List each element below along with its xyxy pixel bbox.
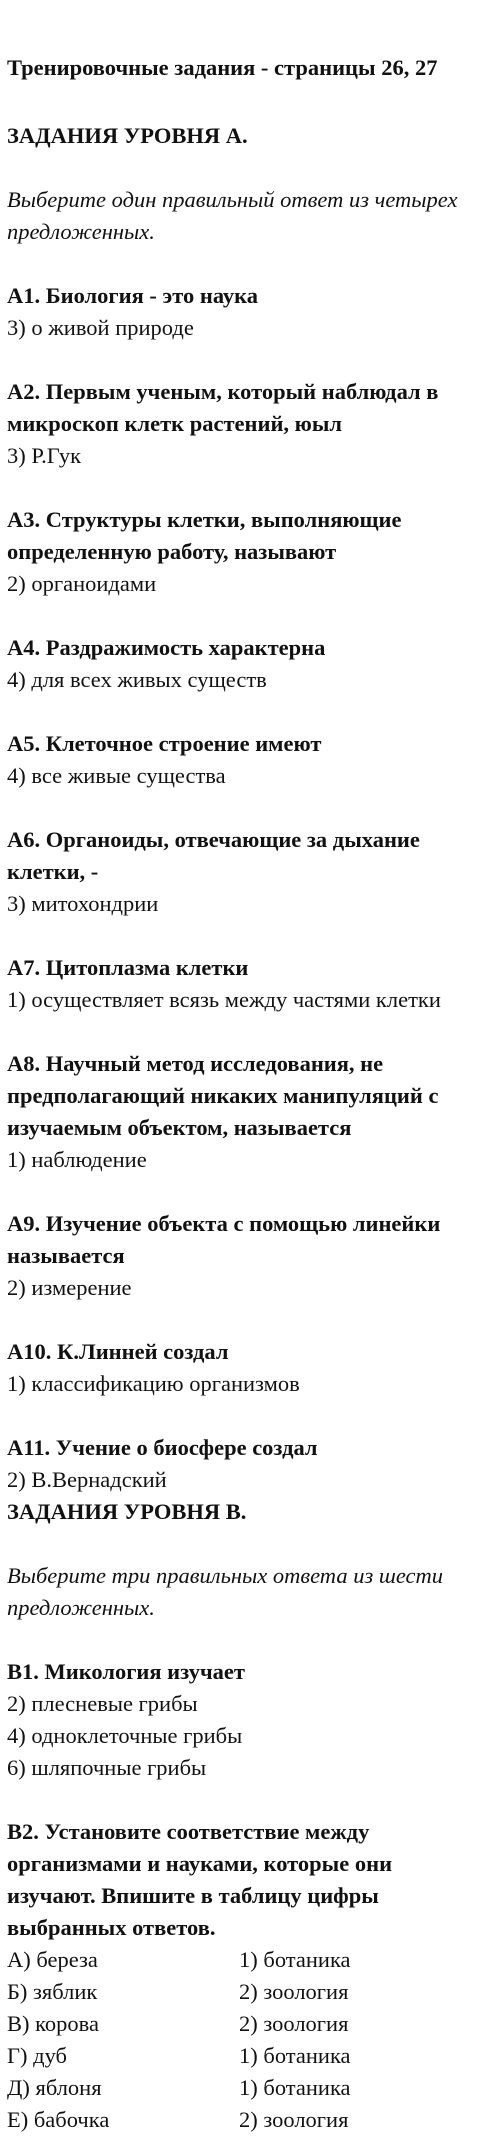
organism-cell: Г) дуб: [7, 2043, 67, 2068]
answer-text: 4) все живые существа: [7, 763, 226, 788]
question-a1: [7, 280, 479, 344]
organism-cell: А) береза: [7, 1947, 98, 1972]
question-a9: [7, 1208, 479, 1304]
level-a-instruction: Выберите один правильный ответ из четырех предложенных.: [7, 187, 458, 244]
answer-text: 3) о живой природе: [7, 315, 194, 340]
answer-text: 1) наблюдение: [7, 1147, 147, 1172]
question-a6: [7, 824, 479, 920]
answer-text: 2) органоидами: [7, 571, 157, 596]
answer-text: 2) плесневые грибы: [7, 1691, 198, 1716]
level-b-heading: ЗАДАНИЯ УРОВНЯ В.: [7, 1499, 247, 1524]
question-b2: [7, 1816, 479, 2136]
question-text: А9. Изучение объекта с помощью линейки называется: [7, 1211, 441, 1268]
page-title: Тренировочные задания - страницы 26, 27: [7, 55, 438, 80]
answer-text: 2) измерение: [7, 1275, 132, 1300]
question-text: А4. Раздражимость характерна: [7, 635, 326, 660]
question-a7: [7, 952, 479, 1016]
question-a5: [7, 728, 479, 792]
organism-cell: В) корова: [7, 2011, 99, 2036]
question-text: В1. Микология изучает: [7, 1659, 245, 1684]
question-b1: [7, 1656, 479, 1784]
level-b-instruction: Выберите три правильных ответа из шести предложенных.: [7, 1563, 444, 1620]
organism-cell: Е) бабочка: [7, 2107, 110, 2132]
answer-text: 3) Р.Гук: [7, 443, 82, 468]
science-cell: 1) ботаника: [239, 2043, 351, 2068]
question-text: А7. Цитоплазма клетки: [7, 955, 249, 980]
organism-cell: Д) яблоня: [7, 2075, 102, 2100]
science-cell: 1) ботаника: [239, 1947, 351, 1972]
question-a4: [7, 632, 479, 696]
science-cell: 2) зоология: [239, 1979, 349, 2004]
science-cell: 2) зоология: [239, 2011, 349, 2036]
question-text: А11. Учение о биосфере создал: [7, 1435, 318, 1460]
question-a3: [7, 504, 479, 600]
question-text: А5. Клеточное строение имеют: [7, 731, 322, 756]
organism-cell: Б) зяблик: [7, 1979, 98, 2004]
question-text: А1. Биология - это наука: [7, 283, 259, 308]
question-a11: [7, 1432, 479, 1496]
answer-text: 1) осуществляет всязь между частями клетки: [7, 987, 441, 1012]
question-text: А3. Структуры клетки, выполняющие определенную работу, называют: [7, 507, 402, 564]
answer-text: 1) классификацию организмов: [7, 1371, 300, 1396]
question-a10: [7, 1336, 479, 1400]
question-text: А8. Научный метод исследования, не предполагающий никаких манипуляций с изучаемым объектом, называется: [7, 1051, 439, 1140]
question-a2: [7, 376, 479, 472]
answer-text: 4) одноклеточные грибы: [7, 1723, 243, 1748]
question-text: А6. Органоиды, отвечающие за дыхание клетки, -: [7, 827, 420, 884]
question-text: А2. Первым ученым, который наблюдал в микроскоп клетк растений, юыл: [7, 379, 439, 436]
question-text: В2. Установите соответствие между организмами и науками, которые они изучают. Впишите в таблицу цифры выбранных ответов.: [7, 1819, 393, 1940]
answer-text: 2) В.Вернадский: [7, 1467, 167, 1492]
level-a-heading: ЗАДАНИЯ УРОВНЯ А.: [7, 123, 248, 148]
answer-text: 4) для всех живых существ: [7, 667, 267, 692]
question-a8: [7, 1048, 479, 1176]
matching-table: [7, 1944, 479, 2136]
science-cell: 2) зоология: [239, 2107, 349, 2132]
science-cell: 1) ботаника: [239, 2075, 351, 2100]
answer-text: 3) митохондрии: [7, 891, 159, 916]
answer-text: 6) шляпочные грибы: [7, 1755, 207, 1780]
question-text: А10. К.Линней создал: [7, 1339, 229, 1364]
